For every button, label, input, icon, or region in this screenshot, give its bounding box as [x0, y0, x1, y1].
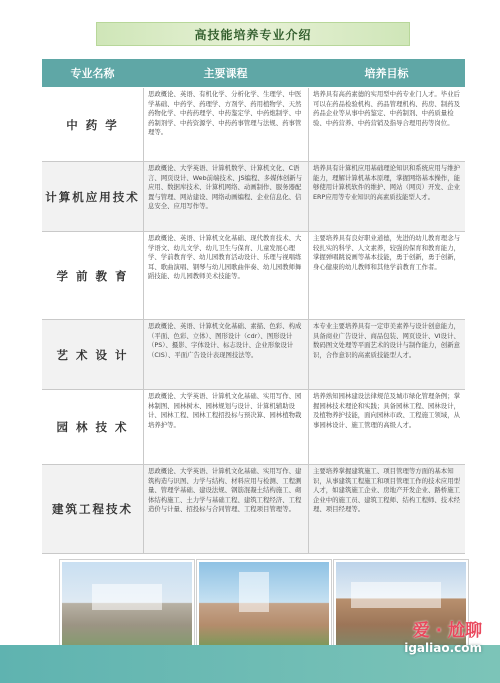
- courses-cell: 思政概论、英语、计算机文化基础、现代教育技术、大学语文、幼儿文学、幼儿卫生与保育、儿童发展心理学、学前教育学、幼儿园教育活动设计、乐理与视唱练耳、歌曲演唱、钢琴与幼儿园歌曲伴奏、幼儿园教师舞蹈技能、幼儿园教师美术技能等。: [143, 232, 308, 319]
- courses-cell: 思政概论、大学英语、计算机文化基础、实用写作、建筑构造与识图、力学与结构、材料应用与检测、工程测量、管理学基础、建设法规、钢筋混凝土结构施工、砌体结构施工、土力学与基础工程、建筑工程经济、工程造价与计量、招投标与合同管理、工程项目管理等。: [143, 465, 308, 553]
- campus-photo: [197, 560, 331, 654]
- page-title: 高技能培养专业介绍: [96, 22, 410, 46]
- goals-cell: 培养具有计算机应用基础理论知识和系统应用与维护能力，理解计算机基本原理，掌握网络基本操作，能够使用计算机软件的维护、网站（网页）开发、企业ERP应用等专业知识的高素质技能型人才。: [308, 162, 465, 231]
- goals-cell: 培养具有高药素德的实用型中药专业门人才。毕业后可以在药品检验机构、药品管理机构、药房、制药及药品企业等从事中药鉴定、中药制剂、中药质量检验、中药营养、中药营销及指导合理用药等岗位。: [308, 88, 465, 161]
- courses-cell: 思政概论、大学英语、计算机文化基础、实用写作、园林制图、园林树木、园林规划与设计、计算机辅助设计、园林工程、园林工程招投标与预决算、园林植物栽培养护等。: [143, 390, 308, 464]
- table-header: [42, 59, 465, 87]
- header-courses: 主要课程: [203, 67, 248, 80]
- courses-cell: 思政概论、英语、有机化学、分析化学、生理学、中医学基础、中药学、药理学、方剂学、药用植物学、天然药物化学、中药药理学、中药鉴定学、中药炮制学、中药制剂学、中药资源学、中药药事管理与法规、药事管理等。: [143, 88, 308, 161]
- table-row: [42, 88, 465, 162]
- goals-cell: 主要培养具有良好职业道德，先进的幼儿教育理念与较扎实的科学、人文素养，较强的保育和教育能力，掌握弹唱跳说画等基本技能，勇于创新，勇于创新，身心健康的幼儿教师和其他学前教育工作者。: [308, 232, 465, 319]
- major-name: 中 药 学: [66, 117, 119, 132]
- table-body: [42, 88, 465, 554]
- campus-photos: [60, 560, 460, 650]
- goals-cell: 主要培养掌握建筑施工、项目管理等方面的基本知识，从事建筑工程施工和项目管理工作的技术应用型人才，如建筑施工企业、房地产开发企业、路桥施工企业中的施工员、建筑工程师、结构工程师、技术经理、项目经理等。: [308, 465, 465, 553]
- watermark-brand: 爱 · 尬聊: [412, 621, 482, 641]
- table-row: [42, 162, 465, 232]
- goals-cell: 培养熟知园林建设法律规范及城市绿化管理条例；掌握园林技术理论和实践；具备园林工程、园林设计，及植物养护技能，面向园林市政、工程施工领域，从事园林设计、施工管理的高级人才。: [308, 390, 465, 464]
- major-name: 园 林 技 术: [56, 420, 129, 434]
- campus-photo: [60, 560, 194, 654]
- courses-cell: 思政概论、英语、计算机文化基础、素描、色彩、构成（平面、色彩、立体）、图形设计（cdr）、图形设计（PS）、摄影、字体设计、标志设计、企业形象设计（CIS）、平面广告设计表现图技法等。: [143, 320, 308, 389]
- table-row: [42, 232, 465, 320]
- major-name: 建筑工程技术: [52, 502, 133, 516]
- major-name: 艺 术 设 计: [56, 347, 129, 362]
- table-row: [42, 390, 465, 465]
- table-row: [42, 465, 465, 554]
- table-row: [42, 320, 465, 390]
- major-name: 学 前 教 育: [56, 268, 129, 283]
- courses-cell: 思政概论、大学英语、计算机数学、计算机文化、C语言、网页设计、Web前端技术、JS编程、多媒体创新与应用、数据库技术、计算机网络、动画制作、服务器配置与管理、网站建设、网络动画编程、企业信息化、信息安全、应用写作等。: [143, 162, 308, 231]
- goals-cell: 本专业主要培养具有一定审美素养与设计创意能力，具备商业广告设计、商品包装、网页设计、VI设计、数码图文处理等平面艺术的设计与制作能力，创新意识，合作意识的高素质技能型人才。: [308, 320, 465, 389]
- watermark-url: igaliao.com: [404, 641, 482, 655]
- header-major: 专业名称: [70, 67, 115, 80]
- header-goals: 培养目标: [364, 67, 409, 80]
- major-name: 计算机应用技术: [45, 189, 140, 204]
- watermark-logo: [404, 616, 482, 655]
